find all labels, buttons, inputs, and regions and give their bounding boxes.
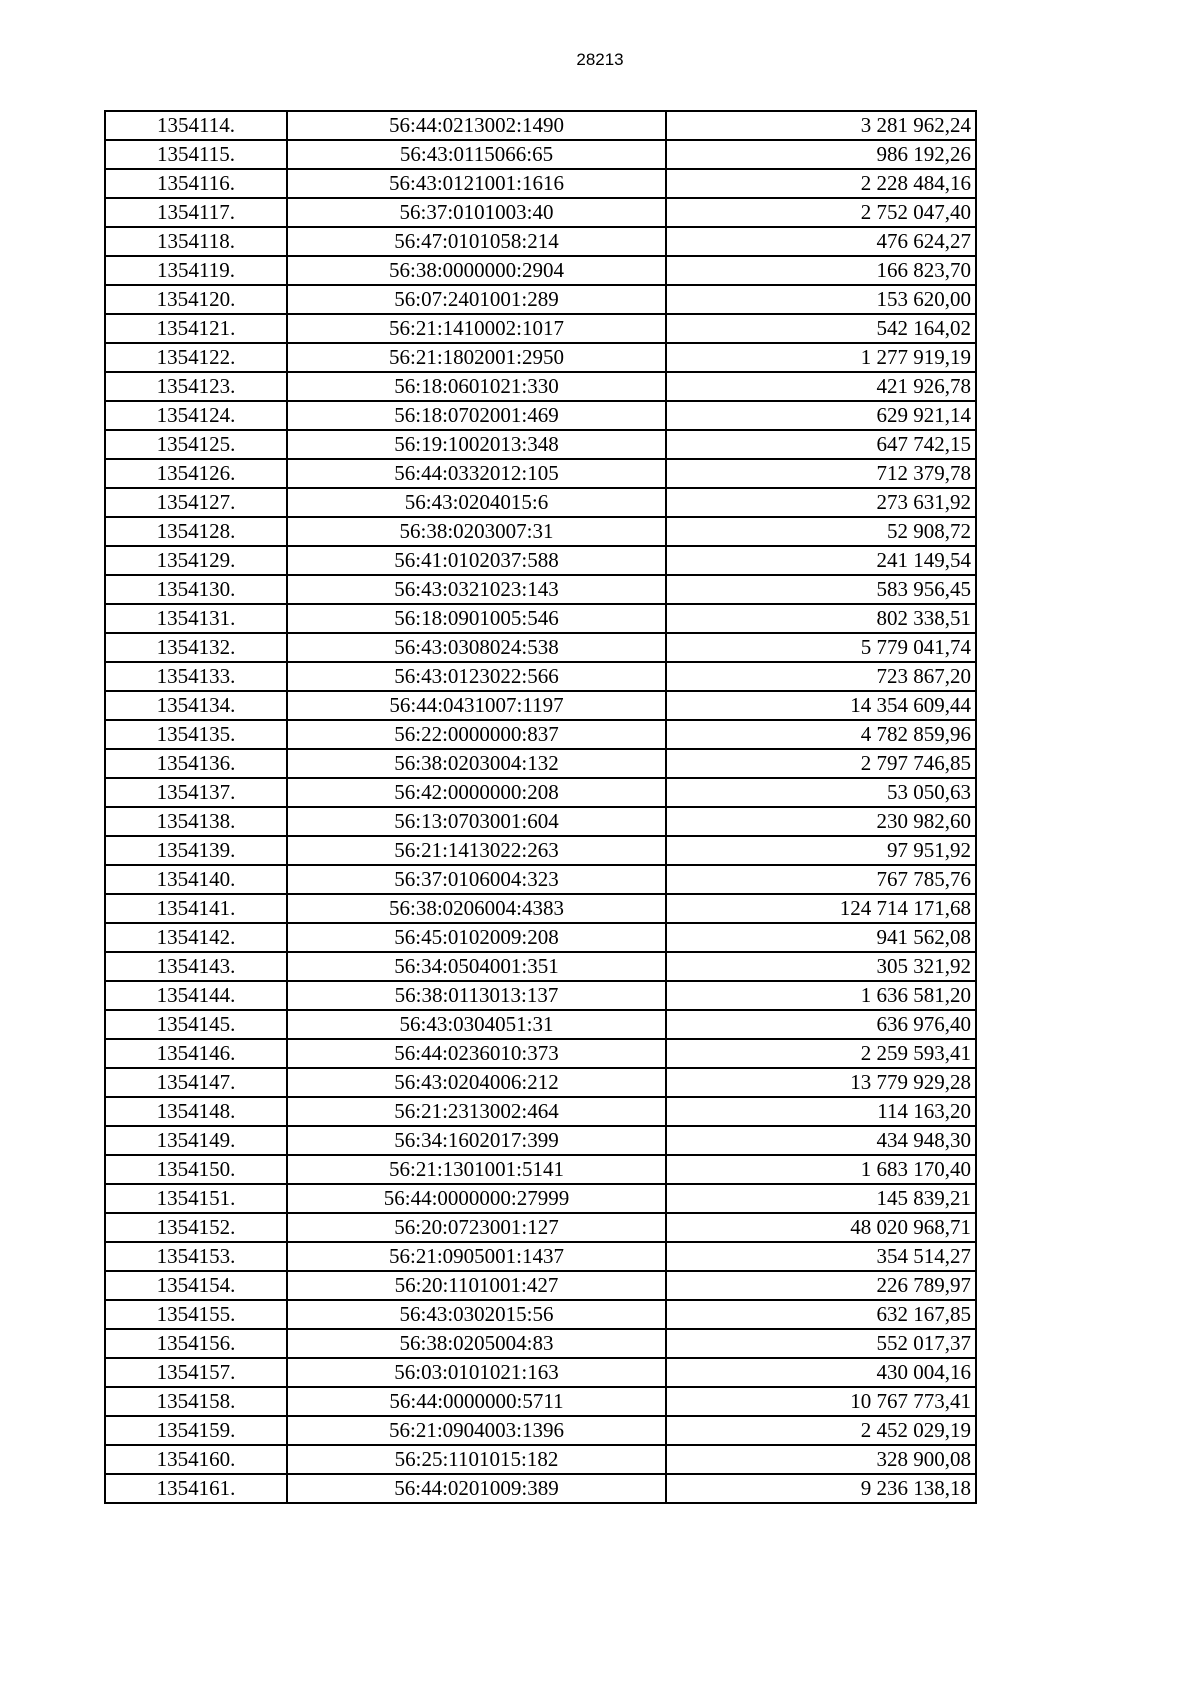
cadastral-number-cell: 56:20:0723001:127 bbox=[287, 1213, 666, 1242]
cadastral-value-cell: 941 562,08 bbox=[666, 923, 976, 952]
cadastral-number-cell: 56:34:0504001:351 bbox=[287, 952, 666, 981]
cadastral-number-cell: 56:41:0102037:588 bbox=[287, 546, 666, 575]
cadastral-value-cell: 124 714 171,68 bbox=[666, 894, 976, 923]
row-number-cell: 1354148. bbox=[105, 1097, 287, 1126]
row-number-cell: 1354145. bbox=[105, 1010, 287, 1039]
table-row bbox=[105, 314, 976, 343]
table-row bbox=[105, 865, 976, 894]
table-row bbox=[105, 546, 976, 575]
row-number-cell: 1354150. bbox=[105, 1155, 287, 1184]
row-number-cell: 1354120. bbox=[105, 285, 287, 314]
cadastral-number-cell: 56:34:1602017:399 bbox=[287, 1126, 666, 1155]
table-row bbox=[105, 256, 976, 285]
cadastral-number-cell: 56:44:0236010:373 bbox=[287, 1039, 666, 1068]
row-number-cell: 1354132. bbox=[105, 633, 287, 662]
cadastral-number-cell: 56:18:0901005:546 bbox=[287, 604, 666, 633]
cadastral-value-cell: 52 908,72 bbox=[666, 517, 976, 546]
row-number-cell: 1354155. bbox=[105, 1300, 287, 1329]
table-row bbox=[105, 1068, 976, 1097]
row-number-cell: 1354154. bbox=[105, 1271, 287, 1300]
row-number-cell: 1354134. bbox=[105, 691, 287, 720]
row-number-cell: 1354124. bbox=[105, 401, 287, 430]
cadastral-value-cell: 14 354 609,44 bbox=[666, 691, 976, 720]
row-number-cell: 1354153. bbox=[105, 1242, 287, 1271]
cadastral-value-cell: 986 192,26 bbox=[666, 140, 976, 169]
cadastral-value-cell: 114 163,20 bbox=[666, 1097, 976, 1126]
row-number-cell: 1354149. bbox=[105, 1126, 287, 1155]
cadastral-value-cell: 145 839,21 bbox=[666, 1184, 976, 1213]
row-number-cell: 1354139. bbox=[105, 836, 287, 865]
table-row bbox=[105, 1097, 976, 1126]
cadastral-value-cell: 10 767 773,41 bbox=[666, 1387, 976, 1416]
cadastral-number-cell: 56:44:0431007:1197 bbox=[287, 691, 666, 720]
cadastral-value-cell: 13 779 929,28 bbox=[666, 1068, 976, 1097]
cadastral-value-cell: 153 620,00 bbox=[666, 285, 976, 314]
table-row bbox=[105, 1445, 976, 1474]
table-row bbox=[105, 1126, 976, 1155]
cadastral-value-cell: 2 259 593,41 bbox=[666, 1039, 976, 1068]
row-number-cell: 1354152. bbox=[105, 1213, 287, 1242]
cadastral-value-cell: 2 452 029,19 bbox=[666, 1416, 976, 1445]
cadastral-value-cell: 723 867,20 bbox=[666, 662, 976, 691]
cadastral-value-cell: 48 020 968,71 bbox=[666, 1213, 976, 1242]
cadastral-value-cell: 4 782 859,96 bbox=[666, 720, 976, 749]
cadastral-number-cell: 56:07:2401001:289 bbox=[287, 285, 666, 314]
table-row bbox=[105, 981, 976, 1010]
row-number-cell: 1354156. bbox=[105, 1329, 287, 1358]
row-number-cell: 1354114. bbox=[105, 111, 287, 140]
cadastral-number-cell: 56:21:2313002:464 bbox=[287, 1097, 666, 1126]
row-number-cell: 1354141. bbox=[105, 894, 287, 923]
row-number-cell: 1354147. bbox=[105, 1068, 287, 1097]
row-number-cell: 1354159. bbox=[105, 1416, 287, 1445]
table-row bbox=[105, 488, 976, 517]
cadastral-number-cell: 56:21:0904003:1396 bbox=[287, 1416, 666, 1445]
cadastral-number-cell: 56:21:1301001:5141 bbox=[287, 1155, 666, 1184]
table-row bbox=[105, 1242, 976, 1271]
cadastral-value-cell: 647 742,15 bbox=[666, 430, 976, 459]
table-row bbox=[105, 1271, 976, 1300]
table-row bbox=[105, 430, 976, 459]
cadastral-value-cell: 629 921,14 bbox=[666, 401, 976, 430]
row-number-cell: 1354125. bbox=[105, 430, 287, 459]
cadastral-number-cell: 56:18:0601021:330 bbox=[287, 372, 666, 401]
row-number-cell: 1354135. bbox=[105, 720, 287, 749]
row-number-cell: 1354161. bbox=[105, 1474, 287, 1503]
table-row bbox=[105, 691, 976, 720]
cadastral-number-cell: 56:19:1002013:348 bbox=[287, 430, 666, 459]
table-row bbox=[105, 575, 976, 604]
cadastral-number-cell: 56:03:0101021:163 bbox=[287, 1358, 666, 1387]
table-row bbox=[105, 807, 976, 836]
registry-table-body bbox=[105, 111, 976, 1503]
cadastral-number-cell: 56:47:0101058:214 bbox=[287, 227, 666, 256]
row-number-cell: 1354133. bbox=[105, 662, 287, 691]
row-number-cell: 1354157. bbox=[105, 1358, 287, 1387]
cadastral-value-cell: 5 779 041,74 bbox=[666, 633, 976, 662]
row-number-cell: 1354137. bbox=[105, 778, 287, 807]
registry-table bbox=[104, 110, 977, 1504]
table-row bbox=[105, 1387, 976, 1416]
row-number-cell: 1354138. bbox=[105, 807, 287, 836]
row-number-cell: 1354126. bbox=[105, 459, 287, 488]
cadastral-number-cell: 56:25:1101015:182 bbox=[287, 1445, 666, 1474]
table-row bbox=[105, 1213, 976, 1242]
cadastral-value-cell: 476 624,27 bbox=[666, 227, 976, 256]
cadastral-number-cell: 56:44:0000000:27999 bbox=[287, 1184, 666, 1213]
cadastral-value-cell: 583 956,45 bbox=[666, 575, 976, 604]
table-row bbox=[105, 894, 976, 923]
row-number-cell: 1354131. bbox=[105, 604, 287, 633]
cadastral-value-cell: 767 785,76 bbox=[666, 865, 976, 894]
cadastral-number-cell: 56:38:0203007:31 bbox=[287, 517, 666, 546]
row-number-cell: 1354116. bbox=[105, 169, 287, 198]
cadastral-number-cell: 56:38:0206004:4383 bbox=[287, 894, 666, 923]
table-row bbox=[105, 720, 976, 749]
row-number-cell: 1354128. bbox=[105, 517, 287, 546]
cadastral-value-cell: 434 948,30 bbox=[666, 1126, 976, 1155]
cadastral-value-cell: 97 951,92 bbox=[666, 836, 976, 865]
row-number-cell: 1354127. bbox=[105, 488, 287, 517]
table-row bbox=[105, 169, 976, 198]
table-row bbox=[105, 836, 976, 865]
cadastral-number-cell: 56:38:0113013:137 bbox=[287, 981, 666, 1010]
row-number-cell: 1354123. bbox=[105, 372, 287, 401]
cadastral-value-cell: 1 636 581,20 bbox=[666, 981, 976, 1010]
row-number-cell: 1354160. bbox=[105, 1445, 287, 1474]
cadastral-number-cell: 56:43:0123022:566 bbox=[287, 662, 666, 691]
cadastral-value-cell: 421 926,78 bbox=[666, 372, 976, 401]
cadastral-number-cell: 56:42:0000000:208 bbox=[287, 778, 666, 807]
table-row bbox=[105, 343, 976, 372]
table-row bbox=[105, 633, 976, 662]
cadastral-number-cell: 56:44:0332012:105 bbox=[287, 459, 666, 488]
page-number: 28213 bbox=[576, 50, 624, 69]
cadastral-number-cell: 56:43:0308024:538 bbox=[287, 633, 666, 662]
table-row bbox=[105, 604, 976, 633]
row-number-cell: 1354118. bbox=[105, 227, 287, 256]
table-row bbox=[105, 285, 976, 314]
table-row bbox=[105, 517, 976, 546]
cadastral-value-cell: 2 752 047,40 bbox=[666, 198, 976, 227]
cadastral-number-cell: 56:43:0321023:143 bbox=[287, 575, 666, 604]
row-number-cell: 1354158. bbox=[105, 1387, 287, 1416]
cadastral-value-cell: 328 900,08 bbox=[666, 1445, 976, 1474]
cadastral-number-cell: 56:22:0000000:837 bbox=[287, 720, 666, 749]
cadastral-number-cell: 56:38:0000000:2904 bbox=[287, 256, 666, 285]
table-row bbox=[105, 1416, 976, 1445]
cadastral-number-cell: 56:21:0905001:1437 bbox=[287, 1242, 666, 1271]
cadastral-value-cell: 636 976,40 bbox=[666, 1010, 976, 1039]
row-number-cell: 1354115. bbox=[105, 140, 287, 169]
cadastral-value-cell: 226 789,97 bbox=[666, 1271, 976, 1300]
cadastral-value-cell: 166 823,70 bbox=[666, 256, 976, 285]
cadastral-number-cell: 56:21:1410002:1017 bbox=[287, 314, 666, 343]
cadastral-value-cell: 2 228 484,16 bbox=[666, 169, 976, 198]
table-row bbox=[105, 749, 976, 778]
cadastral-number-cell: 56:20:1101001:427 bbox=[287, 1271, 666, 1300]
row-number-cell: 1354130. bbox=[105, 575, 287, 604]
row-number-cell: 1354144. bbox=[105, 981, 287, 1010]
cadastral-value-cell: 241 149,54 bbox=[666, 546, 976, 575]
cadastral-number-cell: 56:18:0702001:469 bbox=[287, 401, 666, 430]
row-number-cell: 1354140. bbox=[105, 865, 287, 894]
cadastral-number-cell: 56:38:0205004:83 bbox=[287, 1329, 666, 1358]
row-number-cell: 1354121. bbox=[105, 314, 287, 343]
cadastral-number-cell: 56:43:0304051:31 bbox=[287, 1010, 666, 1039]
cadastral-number-cell: 56:38:0203004:132 bbox=[287, 749, 666, 778]
cadastral-number-cell: 56:44:0213002:1490 bbox=[287, 111, 666, 140]
table-row bbox=[105, 778, 976, 807]
cadastral-value-cell: 305 321,92 bbox=[666, 952, 976, 981]
cadastral-value-cell: 53 050,63 bbox=[666, 778, 976, 807]
cadastral-number-cell: 56:44:0000000:5711 bbox=[287, 1387, 666, 1416]
table-row bbox=[105, 1184, 976, 1213]
table-row bbox=[105, 459, 976, 488]
table-row bbox=[105, 952, 976, 981]
row-number-cell: 1354117. bbox=[105, 198, 287, 227]
table-row bbox=[105, 401, 976, 430]
table-row bbox=[105, 198, 976, 227]
cadastral-number-cell: 56:13:0703001:604 bbox=[287, 807, 666, 836]
cadastral-number-cell: 56:43:0121001:1616 bbox=[287, 169, 666, 198]
table-row bbox=[105, 1039, 976, 1068]
table-row bbox=[105, 1300, 976, 1329]
table-row bbox=[105, 1155, 976, 1184]
cadastral-value-cell: 542 164,02 bbox=[666, 314, 976, 343]
cadastral-number-cell: 56:37:0106004:323 bbox=[287, 865, 666, 894]
row-number-cell: 1354119. bbox=[105, 256, 287, 285]
cadastral-number-cell: 56:37:0101003:40 bbox=[287, 198, 666, 227]
cadastral-value-cell: 3 281 962,24 bbox=[666, 111, 976, 140]
table-row bbox=[105, 140, 976, 169]
row-number-cell: 1354129. bbox=[105, 546, 287, 575]
cadastral-number-cell: 56:44:0201009:389 bbox=[287, 1474, 666, 1503]
cadastral-value-cell: 1 683 170,40 bbox=[666, 1155, 976, 1184]
cadastral-number-cell: 56:43:0302015:56 bbox=[287, 1300, 666, 1329]
cadastral-value-cell: 230 982,60 bbox=[666, 807, 976, 836]
table-row bbox=[105, 1329, 976, 1358]
table-row bbox=[105, 923, 976, 952]
table-row bbox=[105, 372, 976, 401]
row-number-cell: 1354142. bbox=[105, 923, 287, 952]
cadastral-value-cell: 712 379,78 bbox=[666, 459, 976, 488]
cadastral-value-cell: 552 017,37 bbox=[666, 1329, 976, 1358]
cadastral-number-cell: 56:21:1802001:2950 bbox=[287, 343, 666, 372]
table-row bbox=[105, 111, 976, 140]
row-number-cell: 1354143. bbox=[105, 952, 287, 981]
table-row bbox=[105, 1358, 976, 1387]
table-row bbox=[105, 1010, 976, 1039]
row-number-cell: 1354136. bbox=[105, 749, 287, 778]
cadastral-number-cell: 56:43:0204006:212 bbox=[287, 1068, 666, 1097]
cadastral-value-cell: 354 514,27 bbox=[666, 1242, 976, 1271]
table-row bbox=[105, 1474, 976, 1503]
table-row bbox=[105, 662, 976, 691]
row-number-cell: 1354151. bbox=[105, 1184, 287, 1213]
cadastral-number-cell: 56:43:0204015:6 bbox=[287, 488, 666, 517]
cadastral-number-cell: 56:45:0102009:208 bbox=[287, 923, 666, 952]
cadastral-value-cell: 430 004,16 bbox=[666, 1358, 976, 1387]
table-row bbox=[105, 227, 976, 256]
cadastral-number-cell: 56:21:1413022:263 bbox=[287, 836, 666, 865]
cadastral-value-cell: 9 236 138,18 bbox=[666, 1474, 976, 1503]
cadastral-value-cell: 632 167,85 bbox=[666, 1300, 976, 1329]
cadastral-value-cell: 1 277 919,19 bbox=[666, 343, 976, 372]
row-number-cell: 1354122. bbox=[105, 343, 287, 372]
cadastral-number-cell: 56:43:0115066:65 bbox=[287, 140, 666, 169]
row-number-cell: 1354146. bbox=[105, 1039, 287, 1068]
cadastral-value-cell: 273 631,92 bbox=[666, 488, 976, 517]
cadastral-value-cell: 2 797 746,85 bbox=[666, 749, 976, 778]
cadastral-value-cell: 802 338,51 bbox=[666, 604, 976, 633]
